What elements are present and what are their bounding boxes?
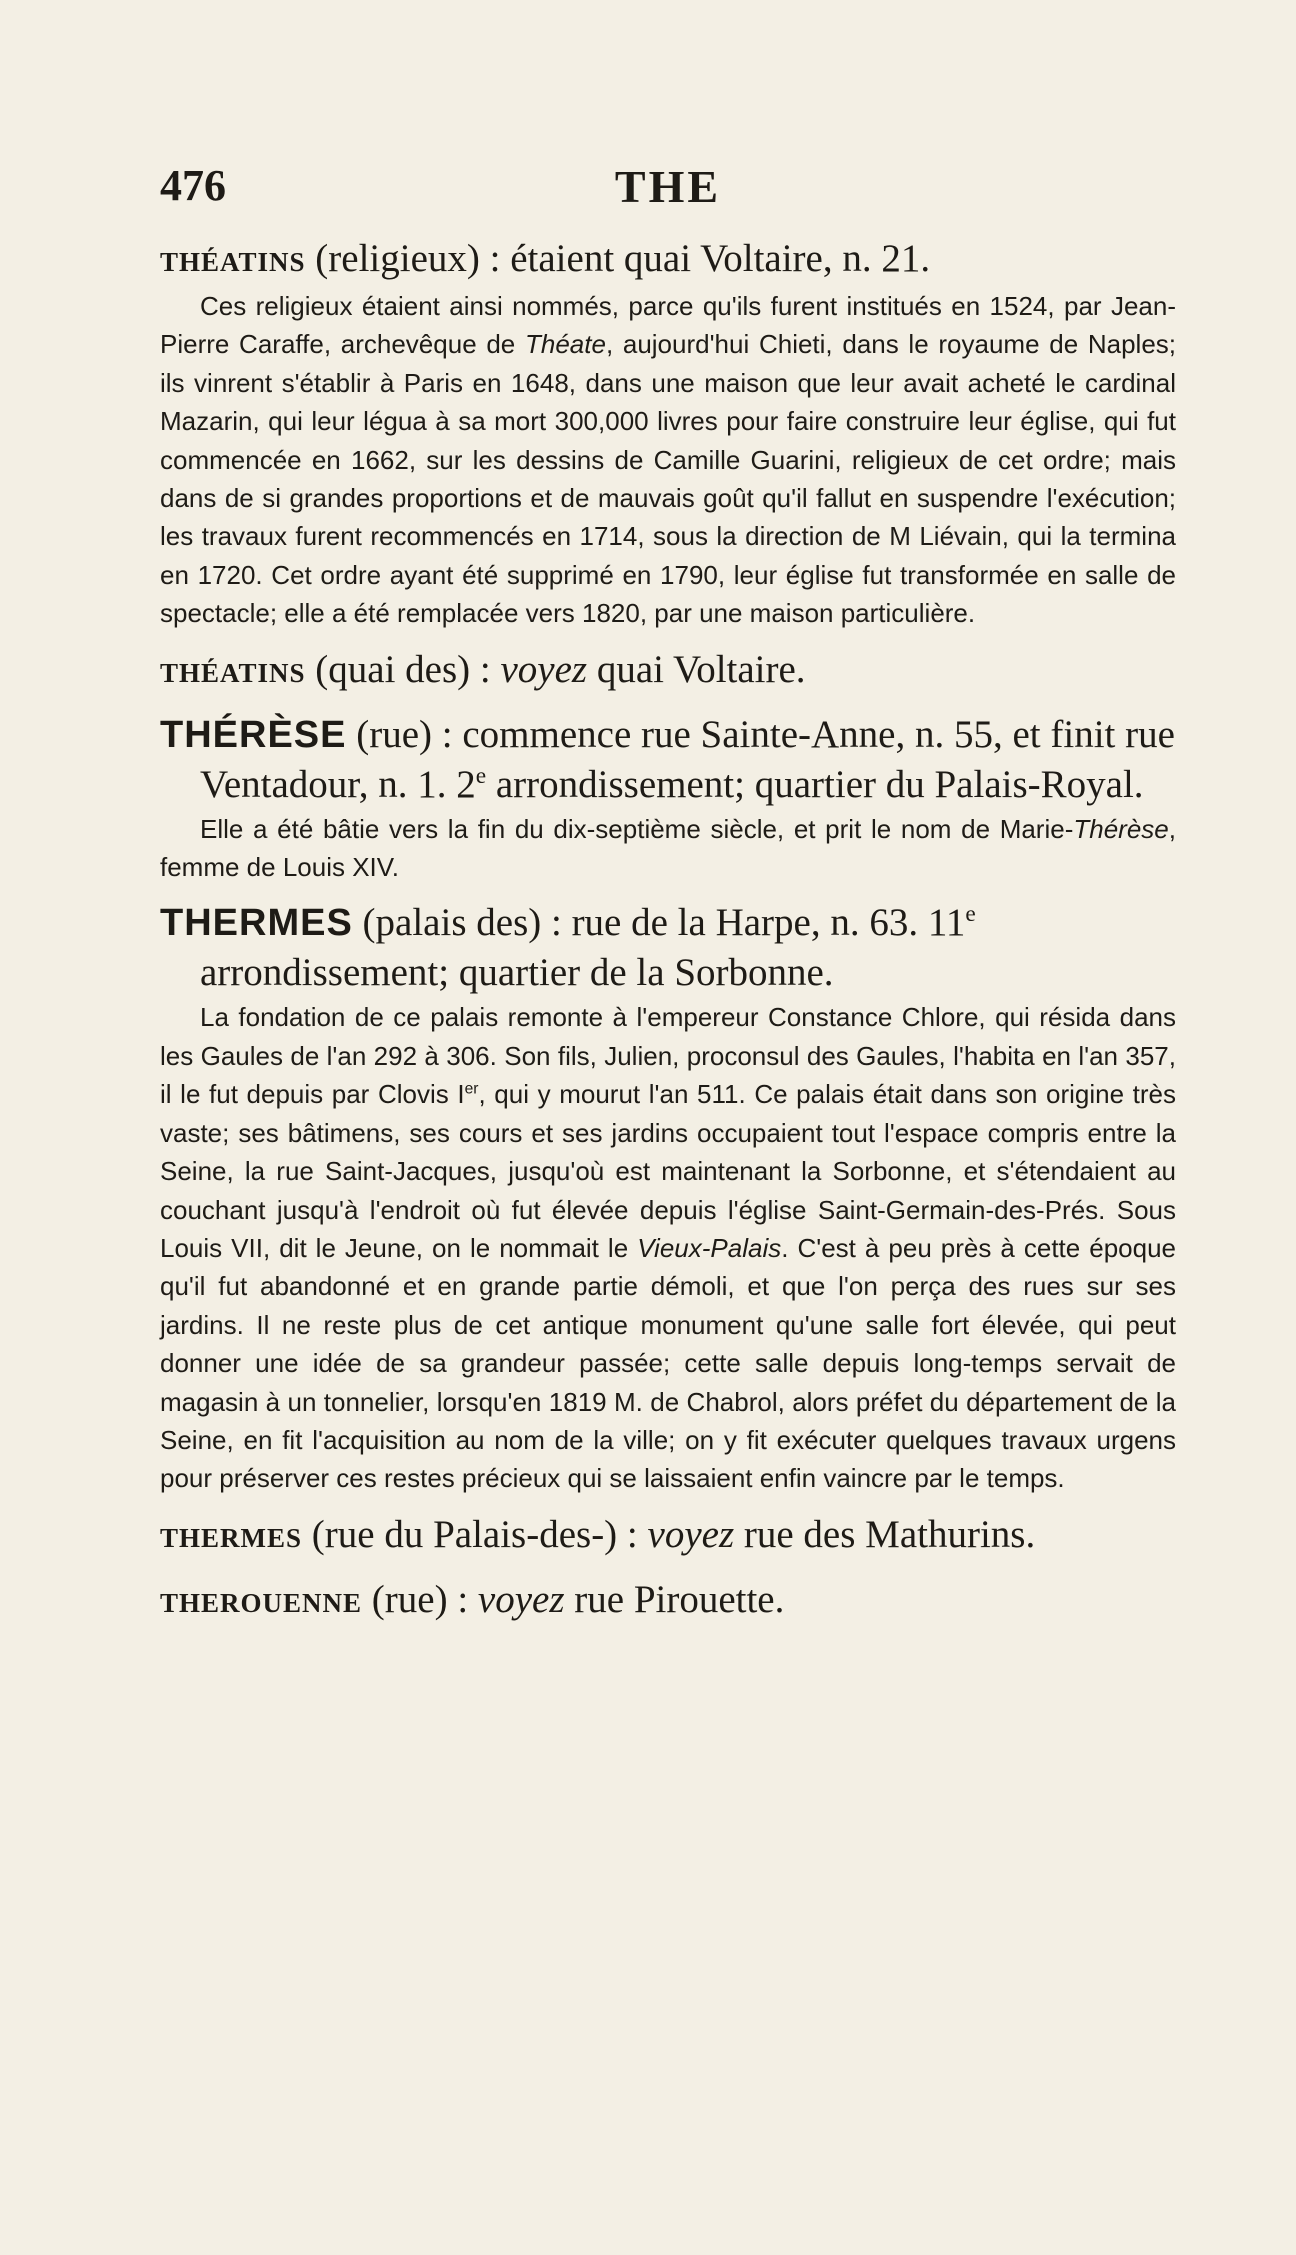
entry-headword: THEROUENNE [160,1587,363,1618]
page-header [160,150,1176,220]
cross-reference: voyez [500,647,588,691]
entry-headline: THERMES (palais des) : rue de la Harpe, n. 63. 11e arrondissement; quartier de la Sorbonne. [160,901,976,995]
italic-term: Vieux-Palais [637,1232,782,1263]
entry-theatins-quai [160,645,1176,698]
entry-headword: THÉATINS [160,247,306,277]
entry-theatins-religieux [160,234,1176,633]
entry-headword: THÉATINS [160,657,306,688]
italic-term: Théate [524,329,606,360]
entry-therouenne [160,1575,1176,1628]
entry-body: Elle a été bâtie vers la fin du dix-septième siècle, et prit le nom de Marie-Thérèse, femme de Louis XIV. [160,813,1176,883]
italic-term: Thérèse [1073,813,1169,844]
entry-headline [160,234,1176,287]
entry-headword: THÉRÈSE [160,713,347,756]
entry-headline: THÉRÈSE (rue) : commence rue Sainte-Anne, n. 55, et finit rue Ventadour, n. 1. 2e arrondissement; quartier du Palais-Royal. [160,712,1175,806]
entry-headword: THERMES [160,1522,303,1553]
entry-thermes-palais [160,898,1176,1497]
entry-body: La fondation de ce palais remonte à l'empereur Constance Chlore, qui résida dans les Gaules de l'an 292 à 306. Son fils, Julien, proconsul des Gaules, l'habita en l'an 357, il le fut depuis par Clovis Ier, qui y mourut l'an 511. Ce palais était dans son origine très vaste; ses bâtimens, ses cours et ses jardins occupaient tout l'espace compris entre la Seine, la rue Saint-Jacques, jusqu'où est maintenant la Sorbonne, et s'étendaient au couchant jusqu'à l'endroit où fut élevée depuis l'église Saint-Germain-des-Prés. Sous Louis VII, dit le Jeune, on le nommait le Vieux-Palais. C'est à peu près à cette époque qu'il fut abandonné et en grande partie démoli, et que l'on perça des rues sur ses jardins. Il ne reste plus de cet antique monument qu'une salle fort élevée, qui peut donner une idée de sa grandeur passée; cette salle depuis long-temps servait de magasin à un tonnelier, lorsqu'en 1819 M. de Chabrol, alors préfet du département de la Seine, en fit l'acquisition au nom de la ville; on y fit exécuter quelques travaux urgens pour préserver ces restes précieux qui se laissaient enfin vaincre par le temps. [160,1002,1177,1494]
entry-head-text: (religieux) : étaient quai Voltaire, n. 21. [305,237,931,280]
entry-headline: THEROUENNE (rue) : voyez rue Pirouette. [160,1577,785,1621]
entry-headline: THÉATINS (quai des) : voyez quai Voltaire. [160,647,806,691]
cross-reference: voyez [477,1577,565,1621]
entry-headline: THERMES (rue du Palais-des-) : voyez rue des Mathurins. [160,1512,1036,1556]
cross-reference: voyez [647,1512,735,1556]
running-head: THE [614,161,722,212]
page-number: 476 [160,161,226,210]
entry-therese [160,710,1176,887]
entry-headword: THERMES [160,902,353,945]
entry-thermes-rue [160,1510,1176,1563]
entry-body: Ces religieux étaient ainsi nommés, parce qu'ils furent institués en 1524, par Jean-Pierre Caraffe, archevêque de Théate, aujourd'hui Chieti, dans le royaume de Naples; ils vinrent s'établir à Paris en 1648, dans une maison que leur avait acheté le cardinal Mazarin, qui leur légua à sa mort 300,000 livres pour faire construire leur église, qui fut commencée en 1662, sur les dessins de Camille Guarini, religieux de cet ordre; mais dans de si grandes proportions et de mauvais goût qu'il fallut en suspendre l'exécution; les travaux furent recommencés en 1714, sous la direction de M Liévain, qui la termina en 1720. Cet ordre ayant été supprimé en 1790, leur église fut transformée en salle de spectacle; elle a été remplacée vers 1820, par une maison particulière. [160,291,1177,629]
